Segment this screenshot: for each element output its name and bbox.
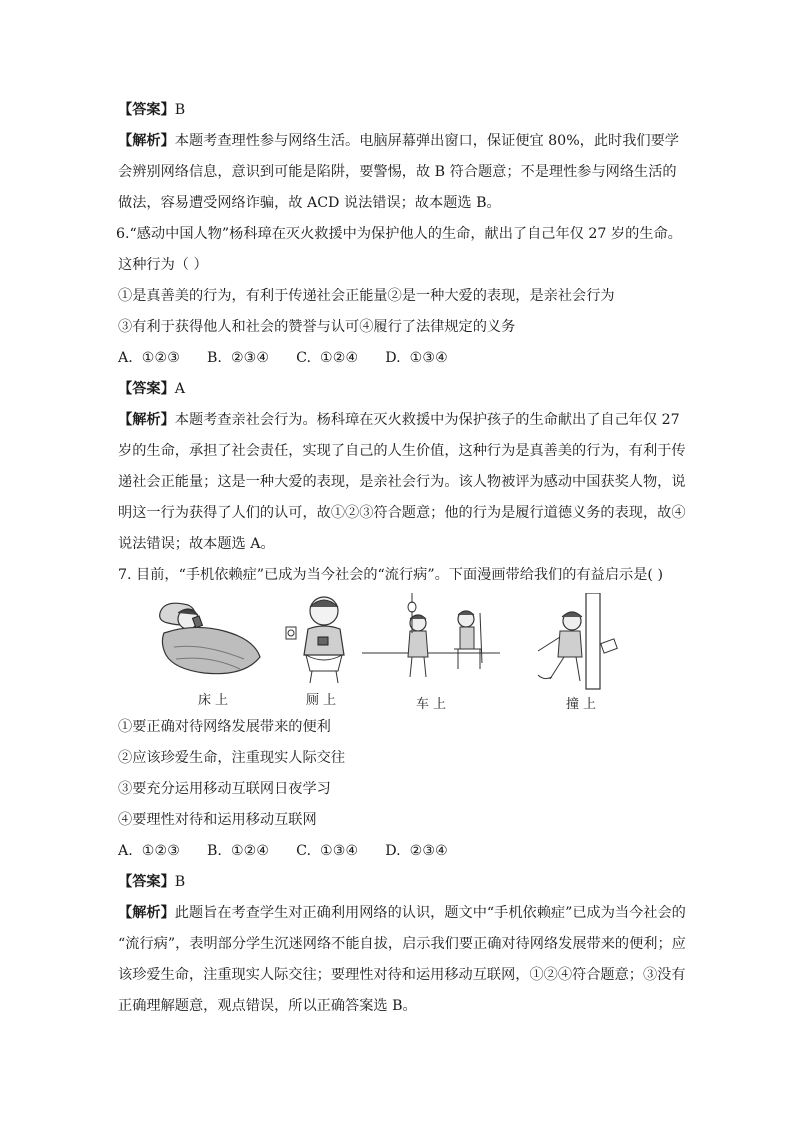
answer-value: B [174, 102, 186, 118]
answer-tag: 【答案】 [118, 381, 175, 397]
answer-tag: 【答案】 [118, 874, 175, 890]
q6-answer [118, 379, 678, 399]
q6-options: A. ①②③ B. ②③④ C. ①②④ D. ①③④ [118, 350, 448, 366]
person-hits-pole-drawing [524, 593, 634, 691]
caption-crash: 撞上 [566, 697, 601, 712]
q5-analysis-line-1: 【解析】本题考查理性参与网络生活。电脑屏幕弹出窗口，保证便宜 80%，此时我们要学 [118, 133, 679, 149]
document-page [116, 100, 686, 1016]
q6-stem-line-2: 这种行为（ ） [118, 257, 208, 273]
q6-statement-2: ③有利于获得他人和社会的赞誉与认可④履行了法律规定的义务 [118, 319, 516, 335]
q7-analysis-line-2: “流行病”，表明部分学生沉迷网络不能自拔，启示我们要正确对待网络发展带来的便利；应 [118, 936, 686, 952]
q5-answer [118, 100, 678, 120]
comic-panel-toilet [284, 593, 364, 685]
q7-statement-3: ③要充分运用移动互联网日夜学习 [118, 781, 331, 797]
analysis-tag: 【解析】 [118, 133, 175, 149]
q7-statement-1: ①要正确对待网络发展带来的便利 [118, 719, 331, 735]
analysis-tag: 【解析】 [118, 905, 175, 921]
person-on-toilet-drawing [284, 593, 364, 685]
q7-stem: 7. 目前，“手机依赖症”已成为当今社会的“流行病”。下面漫画带给我们的有益启示是( ) [118, 567, 664, 583]
q6-statement-1: ①是真善美的行为，有利于传递社会正能量②是一种大爱的表现，是亲社会行为 [118, 288, 615, 304]
person-on-bus-drawing [362, 593, 502, 689]
q7-analysis-line-3: 该珍爱生命，注重现实人际交往；要理性对待和运用移动互联网，①②④符合题意；③没有 [118, 967, 686, 983]
comic-panel-bed [154, 593, 266, 683]
q5-analysis-line-2: 会辨别网络信息，意识到可能是陷阱，要警惕，故 B 符合题意；不是理性参与网络生活的 [118, 164, 677, 180]
comic-panel-crash [524, 593, 634, 691]
q5-analysis-line-3: 做法，容易遭受网络诈骗，故 ACD 说法错误；故本题选 B。 [118, 195, 501, 211]
answer-value: B [174, 874, 186, 890]
comic-panel-bus [362, 593, 502, 689]
q6-analysis-line-5: 说法错误；故本题选 A。 [118, 536, 275, 552]
q7-analysis-line-1: 【解析】此题旨在考查学生对正确利用网络的认识，题文中“手机依赖症”已成为当今社会的 [118, 905, 686, 921]
caption-bed: 床上 [198, 693, 233, 708]
q6-analysis-line-4: 明这一行为获得了人们的认可，故①②③符合题意；他的行为是履行道德义务的表现，故④ [118, 505, 686, 521]
q6-analysis-line-1: 【解析】本题考查亲社会行为。杨科璋在灭火救援中为保护孩子的生命献出了自己年仅 27 [118, 412, 680, 428]
answer-tag: 【答案】 [118, 102, 175, 118]
q7-options: A. ①②③ B. ①②④ C. ①③④ D. ②③④ [118, 843, 448, 859]
q6-analysis-line-3: 递社会正能量；这是一种大爱的表现，是亲社会行为。该人物被评为感动中国获奖人物，说 [118, 474, 686, 490]
person-in-bed-drawing [154, 593, 266, 683]
comic-illustration [154, 593, 674, 711]
q6-analysis-line-2: 岁的生命，承担了社会责任，实现了自己的人生价值，这种行为是真善美的行为，有利于传 [118, 443, 686, 459]
caption-bus: 车上 [416, 697, 451, 712]
q7-answer [118, 872, 678, 892]
q6-stem-line-1: 6.“感动中国人物”杨科璋在灭火救援中为保护他人的生命，献出了自己年仅 27 岁的生命。 [116, 226, 682, 242]
q7-analysis-line-4: 正确理解题意，观点错误，所以正确答案选 B。 [118, 998, 417, 1014]
q7-statement-2: ②应该珍爱生命，注重现实人际交往 [118, 750, 346, 766]
answer-value: A [174, 381, 186, 397]
q7-statement-4: ④要理性对待和运用移动互联网 [118, 812, 317, 828]
caption-toilet: 厕上 [306, 693, 341, 708]
analysis-tag: 【解析】 [118, 412, 175, 428]
